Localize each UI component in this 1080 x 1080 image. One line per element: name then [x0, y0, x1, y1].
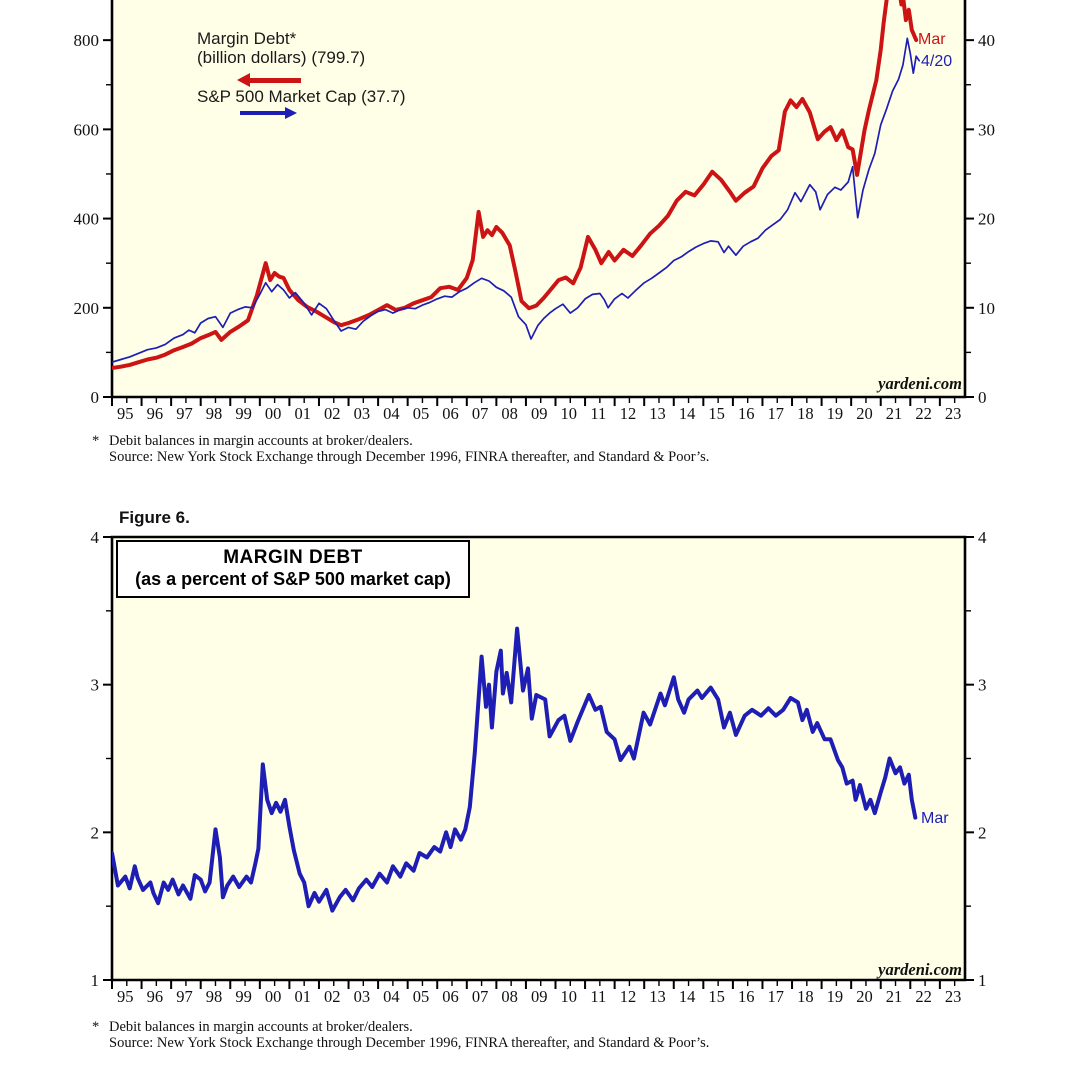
svg-text:3: 3: [978, 675, 987, 695]
svg-text:13: 13: [649, 987, 666, 1006]
footnote-asterisk: *: [92, 1019, 100, 1035]
svg-text:20: 20: [978, 209, 995, 229]
svg-text:96: 96: [146, 987, 164, 1006]
svg-text:2: 2: [90, 823, 99, 843]
svg-text:05: 05: [412, 987, 430, 1006]
legend-margin-debt: [197, 30, 365, 67]
svg-text:400: 400: [73, 209, 99, 229]
figure6-title-line1: MARGIN DEBT: [223, 547, 363, 568]
svg-text:10: 10: [560, 987, 578, 1006]
left-arrow-icon: [237, 73, 301, 87]
svg-text:12: 12: [619, 987, 637, 1006]
top-chart-end-label-blue: 4/20: [921, 53, 953, 70]
svg-text:20: 20: [856, 404, 873, 423]
footnote-top: [92, 434, 709, 465]
svg-text:1: 1: [90, 971, 99, 990]
svg-text:04: 04: [383, 404, 400, 423]
svg-text:2: 2: [978, 823, 987, 843]
svg-text:1: 1: [978, 971, 987, 990]
svg-text:07: 07: [471, 404, 489, 423]
legend-sp500: [197, 88, 406, 107]
svg-text:15: 15: [708, 987, 725, 1006]
footnote-line1: Debit balances in margin accounts at broker/dealers.: [109, 1019, 413, 1035]
svg-text:3: 3: [90, 675, 99, 695]
svg-text:02: 02: [324, 987, 341, 1006]
svg-text:15: 15: [708, 404, 725, 423]
svg-text:4: 4: [978, 528, 987, 547]
figure6-title-line2: (as a percent of S&P 500 market cap): [135, 569, 451, 589]
svg-text:22: 22: [915, 404, 932, 423]
svg-text:96: 96: [146, 404, 164, 423]
svg-text:14: 14: [678, 987, 696, 1006]
svg-text:98: 98: [205, 404, 223, 423]
svg-text:10: 10: [978, 298, 995, 318]
svg-text:21: 21: [885, 404, 903, 423]
svg-text:01: 01: [294, 404, 311, 423]
svg-text:4: 4: [90, 528, 99, 547]
svg-text:11: 11: [590, 987, 607, 1006]
svg-text:04: 04: [383, 987, 400, 1006]
svg-text:00: 00: [264, 404, 282, 423]
svg-text:0: 0: [978, 388, 987, 407]
svg-text:14: 14: [678, 404, 696, 423]
svg-text:97: 97: [176, 404, 193, 423]
svg-text:03: 03: [353, 987, 371, 1006]
svg-text:17: 17: [767, 404, 785, 423]
svg-text:98: 98: [205, 987, 223, 1006]
footnote-asterisk: *: [92, 433, 100, 449]
margin-debt-vs-market-cap-chart: [0, 0, 1080, 430]
svg-text:12: 12: [619, 404, 637, 423]
svg-text:01: 01: [294, 987, 311, 1006]
svg-text:06: 06: [442, 987, 459, 1006]
svg-text:99: 99: [235, 404, 252, 423]
svg-text:40: 40: [978, 31, 995, 51]
svg-text:08: 08: [501, 987, 518, 1006]
top-chart-end-label-red: Mar: [918, 31, 946, 48]
svg-text:0: 0: [90, 388, 99, 407]
figure6-heading: Figure 6.: [119, 508, 190, 527]
bottom-chart-end-label: Mar: [921, 810, 949, 827]
svg-text:21: 21: [885, 987, 903, 1006]
legend-sp500-label: S&P 500 Market Cap (37.7): [197, 87, 406, 106]
legend-margin-debt-line2: (billion dollars) (799.7): [197, 47, 366, 67]
svg-text:23: 23: [944, 404, 962, 423]
svg-text:200: 200: [73, 298, 99, 318]
svg-text:16: 16: [737, 404, 755, 423]
svg-text:17: 17: [767, 987, 785, 1006]
svg-text:97: 97: [176, 987, 193, 1006]
svg-text:05: 05: [412, 404, 430, 423]
svg-text:09: 09: [530, 987, 548, 1006]
svg-text:19: 19: [826, 404, 844, 423]
svg-text:95: 95: [117, 987, 134, 1006]
svg-text:30: 30: [978, 120, 995, 140]
svg-text:20: 20: [856, 987, 873, 1006]
svg-text:03: 03: [353, 404, 371, 423]
svg-text:07: 07: [471, 987, 489, 1006]
svg-text:00: 00: [264, 987, 282, 1006]
footnote-bottom: [92, 1020, 709, 1051]
svg-text:11: 11: [590, 404, 607, 423]
svg-text:02: 02: [324, 404, 341, 423]
svg-text:600: 600: [73, 120, 99, 140]
svg-text:06: 06: [442, 404, 459, 423]
svg-text:18: 18: [797, 987, 814, 1006]
svg-text:22: 22: [915, 987, 932, 1006]
right-arrow-icon: [240, 107, 297, 119]
footnote-line2: Source: New York Stock Exchange through December 1996, FINRA thereafter, and Standard & Poor’s.: [109, 1034, 710, 1051]
svg-text:18: 18: [797, 404, 814, 423]
svg-text:99: 99: [235, 987, 252, 1006]
svg-text:23: 23: [944, 987, 962, 1006]
bottom-chart-watermark: yardeni.com: [878, 960, 962, 979]
svg-text:800: 800: [73, 31, 99, 51]
legend-margin-debt-line1: Margin Debt*: [197, 29, 297, 48]
svg-text:10: 10: [560, 404, 578, 423]
figure6-title-box: [116, 540, 470, 598]
svg-text:95: 95: [117, 404, 134, 423]
footnote-line1: Debit balances in margin accounts at broker/dealers.: [109, 433, 413, 449]
svg-text:16: 16: [737, 987, 755, 1006]
svg-text:09: 09: [530, 404, 548, 423]
svg-text:08: 08: [501, 404, 518, 423]
svg-text:13: 13: [649, 404, 666, 423]
svg-text:19: 19: [826, 987, 844, 1006]
footnote-line2: Source: New York Stock Exchange through December 1996, FINRA thereafter, and Standard & Poor’s.: [109, 448, 710, 465]
top-chart-watermark: yardeni.com: [878, 374, 962, 393]
